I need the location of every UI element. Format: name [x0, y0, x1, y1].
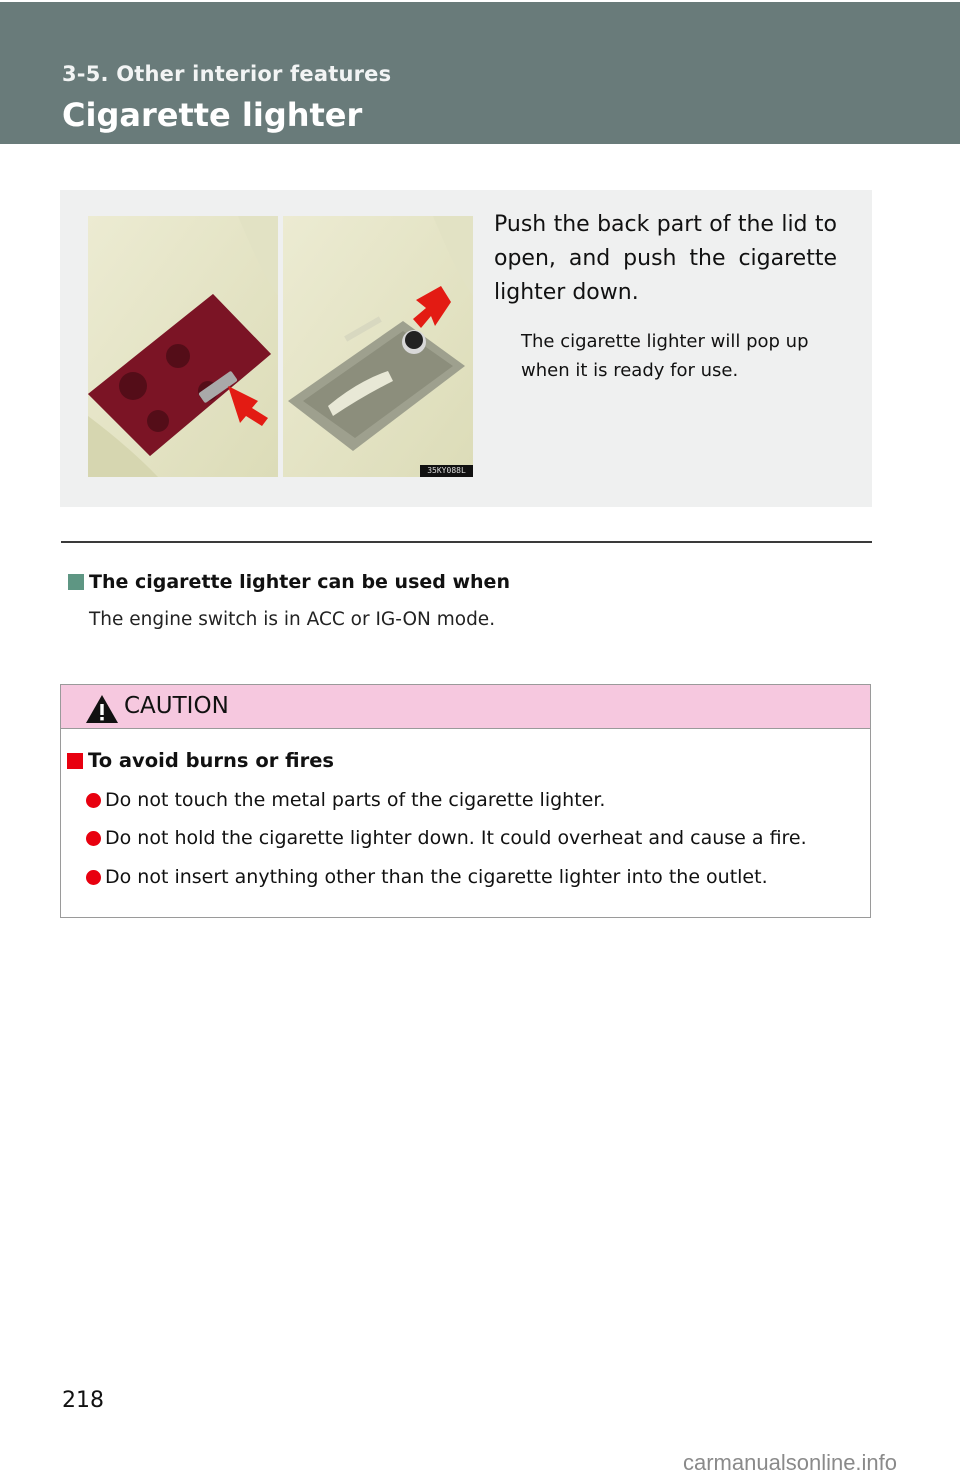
caution-heading: [67, 749, 334, 772]
warning-triangle-icon: [85, 694, 119, 724]
caution-item-text: Do not touch the metal parts of the cigarette lighter.: [105, 789, 606, 811]
image-code: 35KY088L: [420, 465, 473, 477]
page-number: 218: [62, 1388, 104, 1413]
info-heading-text: The cigarette lighter can be used when: [89, 571, 510, 593]
caution-item-text: Do not hold the cigarette lighter down. It could overheat and cause a fire.: [105, 827, 807, 849]
page-header: [0, 2, 960, 144]
caution-item: [86, 866, 768, 888]
lid-closed-illustration: [88, 216, 278, 477]
page-title: Cigarette lighter: [62, 96, 363, 134]
info-body: The engine switch is in ACC or IG-ON mode.: [89, 609, 496, 630]
square-bullet-icon: [67, 753, 83, 769]
section-label: 3-5. Other interior features: [62, 62, 392, 86]
caution-item-text: Do not insert anything other than the cigarette lighter into the outlet.: [105, 866, 768, 888]
bullet-dot-icon: [86, 793, 101, 808]
info-heading: [68, 571, 510, 593]
caution-heading-text: To avoid burns or fires: [88, 749, 335, 772]
bullet-dot-icon: [86, 831, 101, 846]
caution-item: [86, 789, 605, 811]
square-bullet-icon: [68, 574, 84, 590]
section-divider: [61, 541, 872, 543]
watermark: carmanualsonline.info: [683, 1450, 898, 1475]
instruction-note: The cigarette lighter will pop up when it is ready for use.: [521, 331, 809, 381]
caution-label: CAUTION: [124, 693, 229, 719]
caution-header: [61, 685, 870, 729]
instruction-text: Push the back part of the lid to open, and push the cigarette lighter down.: [494, 212, 837, 305]
lid-open-illustration: [283, 216, 473, 477]
bullet-dot-icon: [86, 870, 101, 885]
caution-item: [86, 827, 807, 849]
caution-box: [60, 684, 871, 918]
